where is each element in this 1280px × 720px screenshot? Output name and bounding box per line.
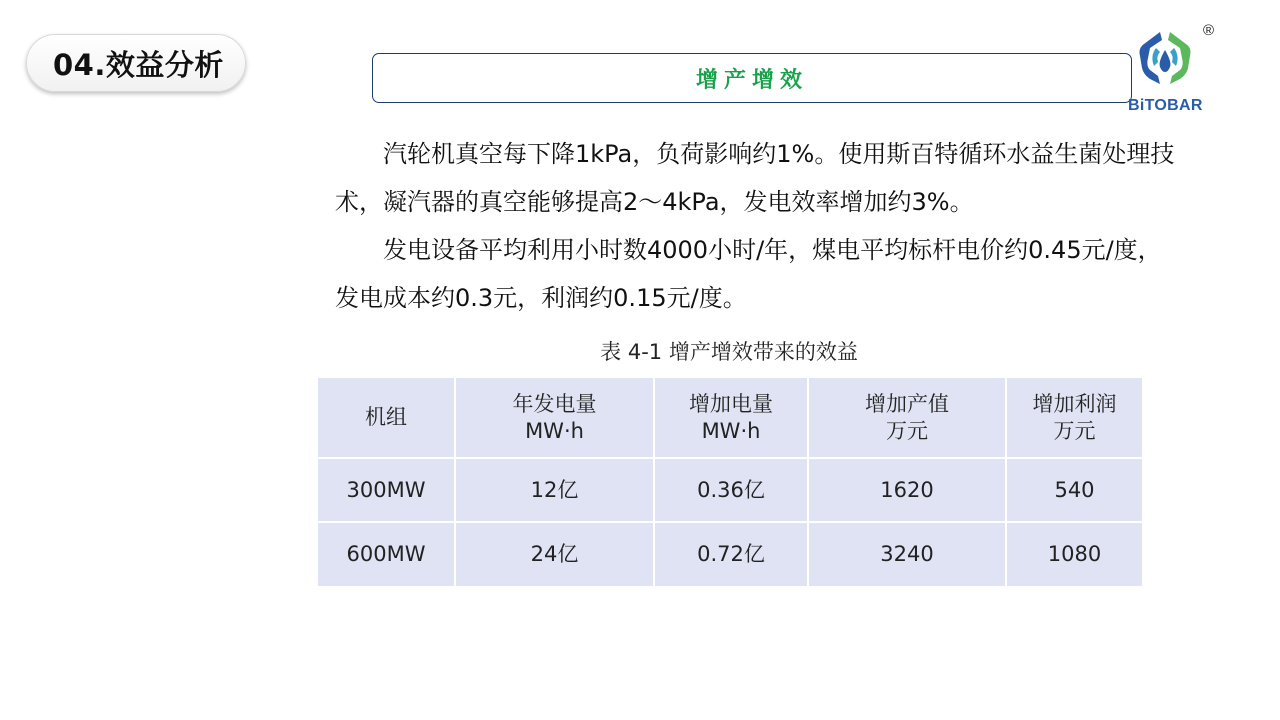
table-cell: 0.36亿 — [654, 458, 808, 522]
header-unit: 万元 — [886, 418, 928, 443]
header-cell-added-value — [808, 378, 1006, 458]
header-cell-annual-output — [455, 378, 654, 458]
table-cell: 12亿 — [455, 458, 654, 522]
table-cell: 0.72亿 — [654, 522, 808, 586]
table-cell: 24亿 — [455, 522, 654, 586]
table-header-row — [318, 378, 1142, 458]
header-unit: MW·h — [701, 418, 761, 443]
logo-wordmark: BiTOBAR — [1128, 97, 1203, 114]
benefit-table — [318, 378, 1142, 586]
header-label: 机组 — [365, 405, 407, 429]
header-cell-added-output — [654, 378, 808, 458]
header-label: 增加利润 — [1032, 391, 1117, 416]
header-unit: MW·h — [525, 418, 584, 443]
header-label: 增加产值 — [865, 391, 949, 416]
banner-title: 增产增效 — [695, 67, 808, 93]
heading-banner — [372, 53, 1132, 103]
header-cell-added-profit — [1006, 378, 1142, 458]
company-logo — [1128, 22, 1215, 120]
paragraph-vacuum: 汽轮机真空每下降1kPa，负荷影响约1%。使用斯百特循环水益生菌处理技术，凝汽器的真空能够提高2～4kPa，发电效率增加约3%。 — [335, 140, 1175, 216]
registered-mark: ® — [1203, 22, 1215, 39]
header-label: 年发电量 — [512, 391, 597, 416]
header-cell-unit — [318, 378, 455, 458]
table-cell: 1080 — [1006, 522, 1142, 586]
table-row — [318, 522, 1142, 586]
section-title: 04.效益分析 — [53, 47, 224, 82]
logo-mark-icon — [1134, 26, 1196, 88]
section-badge — [26, 34, 246, 92]
table-cell: 600MW — [318, 522, 455, 586]
table-row — [318, 458, 1142, 522]
header-label: 增加电量 — [689, 391, 773, 416]
header-unit: 万元 — [1053, 418, 1096, 443]
table-cell: 1620 — [808, 458, 1006, 522]
table-cell: 3240 — [808, 522, 1006, 586]
table-cell: 540 — [1006, 458, 1142, 522]
table-caption: 表 4-1 增产增效带来的效益 — [600, 340, 858, 364]
paragraph-economics: 发电设备平均利用小时数4000小时/年，煤电平均标杆电价约0.45元/度，发电成本约0.3元，利润约0.15元/度。 — [335, 236, 1162, 312]
table-cell: 300MW — [318, 458, 455, 522]
